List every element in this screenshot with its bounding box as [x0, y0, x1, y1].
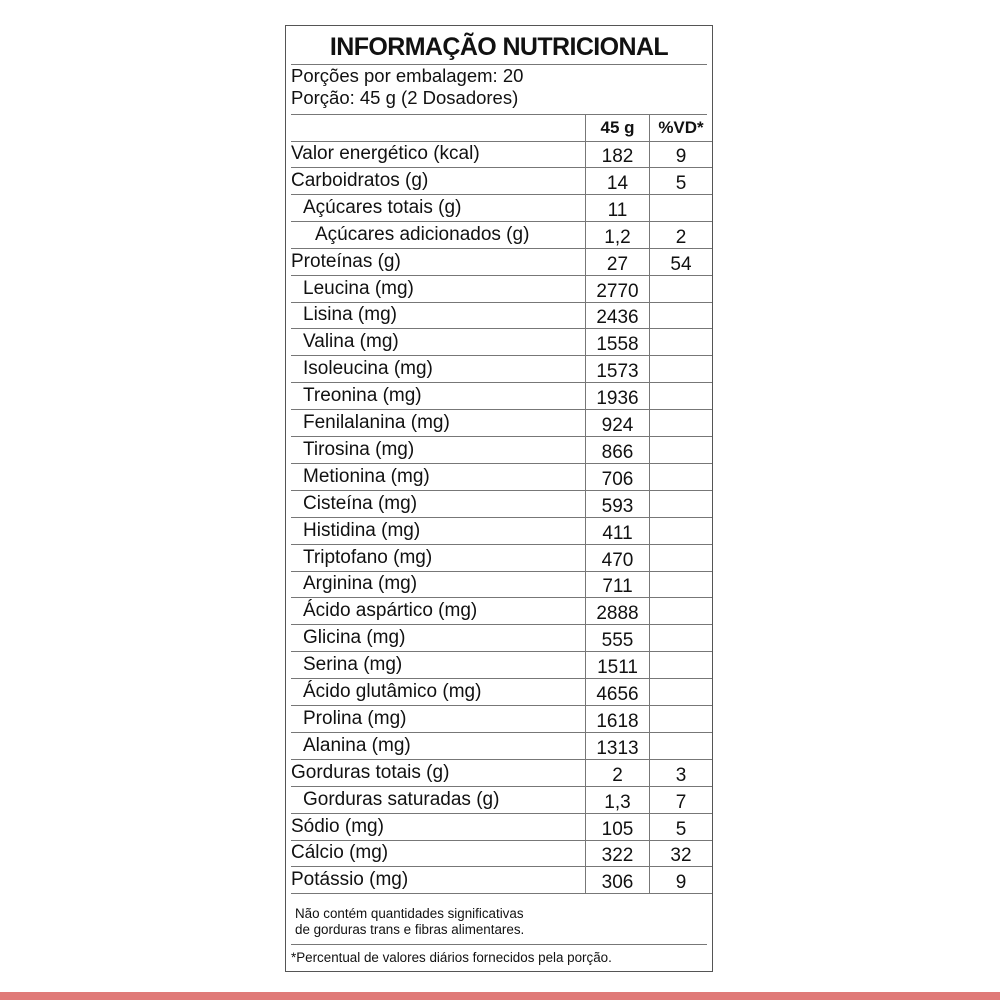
- nutrient-amount: 411: [602, 522, 633, 544]
- nutrient-name: Lisina (mg): [303, 304, 397, 326]
- nutrient-name: Valor energético (kcal): [291, 143, 480, 164]
- nutrient-amount: 2770: [596, 280, 639, 302]
- nutrient-row: [286, 437, 712, 464]
- nutrient-name: Prolina (mg): [303, 707, 407, 729]
- nutrient-row: [286, 867, 712, 894]
- nutrient-amount: 555: [601, 630, 634, 652]
- nutrient-row: [286, 222, 712, 249]
- servings-per-package: Porções por embalagem: 20: [291, 65, 524, 86]
- nutrient-row: [286, 679, 712, 706]
- nutrient-daily-value: 2: [675, 226, 687, 248]
- row-divider: [291, 893, 712, 894]
- nutrient-name: Açúcares adicionados (g): [315, 223, 530, 245]
- nutrient-name: Tirosina (mg): [303, 438, 415, 460]
- bottom-accent-bar: [0, 992, 1000, 1000]
- nutrient-daily-value: 7: [675, 791, 687, 813]
- nutrient-name: Gorduras saturadas (g): [303, 788, 500, 810]
- nutrient-daily-value: 5: [675, 172, 687, 194]
- nutrient-name: Isoleucina (mg): [303, 358, 433, 380]
- nutrient-amount: 924: [601, 415, 634, 436]
- nutrient-amount: 1511: [597, 657, 638, 679]
- nutrient-name: Gorduras totais (g): [291, 761, 450, 783]
- nutrient-name: Alanina (mg): [303, 734, 411, 756]
- nutrient-name: Histidina (mg): [303, 519, 421, 541]
- nutrient-name: Arginina (mg): [303, 573, 418, 595]
- nutrient-daily-value: 3: [675, 764, 687, 786]
- nutrient-amount: 11: [607, 199, 628, 221]
- nutrient-name: Glicina (mg): [303, 627, 406, 649]
- nutrient-daily-value: 32: [670, 845, 692, 867]
- nutrient-amount: 470: [601, 549, 634, 571]
- nutrient-amount: 4656: [596, 684, 639, 705]
- nutrient-amount: 1558: [596, 334, 639, 356]
- nutrient-row: [286, 840, 712, 867]
- nutrient-name: Triptofano (mg): [303, 546, 433, 568]
- nutrient-amount: 2436: [596, 307, 639, 329]
- footnote-divider: [291, 944, 707, 945]
- nutrient-row: [286, 464, 712, 491]
- nutrient-row: [286, 625, 712, 652]
- label-title: INFORMAÇÃO NUTRICIONAL: [329, 33, 669, 61]
- nutrient-row: [286, 706, 712, 733]
- nutrient-amount: 2: [612, 764, 623, 786]
- nutrient-amount: 706: [601, 468, 634, 490]
- nutrient-row: [286, 410, 712, 437]
- nutrient-daily-value: 9: [675, 872, 687, 894]
- nutrient-amount: 14: [606, 172, 629, 194]
- nutrient-name: Treonina (mg): [303, 385, 422, 407]
- nutrient-amount: 1618: [596, 710, 639, 732]
- nutrient-name: Ácido aspártico (mg): [303, 600, 478, 622]
- note-line-1: Não contém quantidades significativas: [295, 906, 524, 921]
- nutrient-amount: 306: [601, 872, 634, 894]
- nutrient-name: Sódio (mg): [291, 815, 384, 837]
- nutrient-row: [286, 383, 712, 410]
- nutrient-row: [286, 141, 712, 168]
- nutrient-daily-value: 9: [675, 146, 687, 167]
- note-line-2: de gorduras trans e fibras alimentares.: [295, 922, 525, 937]
- nutrient-name: Proteínas (g): [291, 250, 401, 272]
- nutrient-daily-value: 5: [675, 818, 687, 840]
- nutrient-name: Serina (mg): [303, 654, 403, 676]
- nutrient-amount: 1,2: [604, 226, 631, 248]
- no-significant-note: [295, 906, 524, 938]
- nutrient-daily-value: 54: [670, 253, 692, 275]
- nutrient-name: Cisteína (mg): [303, 492, 418, 514]
- nutrient-name: Fenilalanina (mg): [303, 412, 450, 433]
- nutrient-row: [286, 598, 712, 625]
- nutrient-amount: 105: [601, 818, 634, 840]
- nutrient-row: [286, 787, 712, 814]
- nutrient-amount: 711: [602, 576, 633, 598]
- nutrient-row: [286, 545, 712, 572]
- nutrient-row: [286, 168, 712, 195]
- header-amount: 45 g: [600, 118, 635, 137]
- nutrient-amount: 1313: [596, 737, 639, 759]
- nutrient-row: [286, 491, 712, 518]
- nutrient-row: [286, 571, 712, 598]
- nutrient-name: Açúcares totais (g): [303, 196, 462, 218]
- nutrient-name: Cálcio (mg): [291, 842, 389, 864]
- nutrient-name: Valina (mg): [303, 331, 399, 353]
- header-daily-value: %VD*: [658, 118, 704, 137]
- nutrient-row: [286, 329, 712, 356]
- nutrient-amount: 593: [601, 495, 634, 517]
- nutrition-facts-label: [285, 25, 713, 972]
- nutrient-row: [286, 814, 712, 841]
- nutrient-name: Potássio (mg): [291, 869, 409, 891]
- nutrient-name: Leucina (mg): [303, 277, 414, 299]
- nutrient-row: [286, 302, 712, 329]
- nutrient-row: [286, 518, 712, 545]
- nutrient-row: [286, 249, 712, 276]
- nutrient-row: [286, 652, 712, 679]
- nutrient-amount: 182: [601, 146, 634, 167]
- serving-size: Porção: 45 g (2 Dosadores): [291, 87, 519, 108]
- nutrient-name: Metionina (mg): [303, 465, 430, 487]
- nutrient-amount: 1936: [596, 388, 639, 410]
- nutrient-row: [286, 733, 712, 760]
- nutrient-amount: 1573: [596, 361, 639, 383]
- nutrient-row: [286, 195, 712, 222]
- nutrient-amount: 1,3: [604, 791, 631, 813]
- nutrient-row: [286, 356, 712, 383]
- nutrient-row: [286, 276, 712, 303]
- nutrient-amount: 866: [601, 441, 634, 463]
- nutrient-amount: 2888: [596, 603, 639, 625]
- nutrient-amount: 322: [601, 845, 634, 867]
- nutrient-row: [286, 760, 712, 787]
- nutrient-name: Ácido glutâmico (mg): [303, 681, 482, 702]
- nutrient-name: Carboidratos (g): [291, 169, 429, 191]
- nutrient-amount: 27: [606, 253, 629, 275]
- footnote: *Percentual de valores diários fornecidos pela porção.: [291, 950, 612, 965]
